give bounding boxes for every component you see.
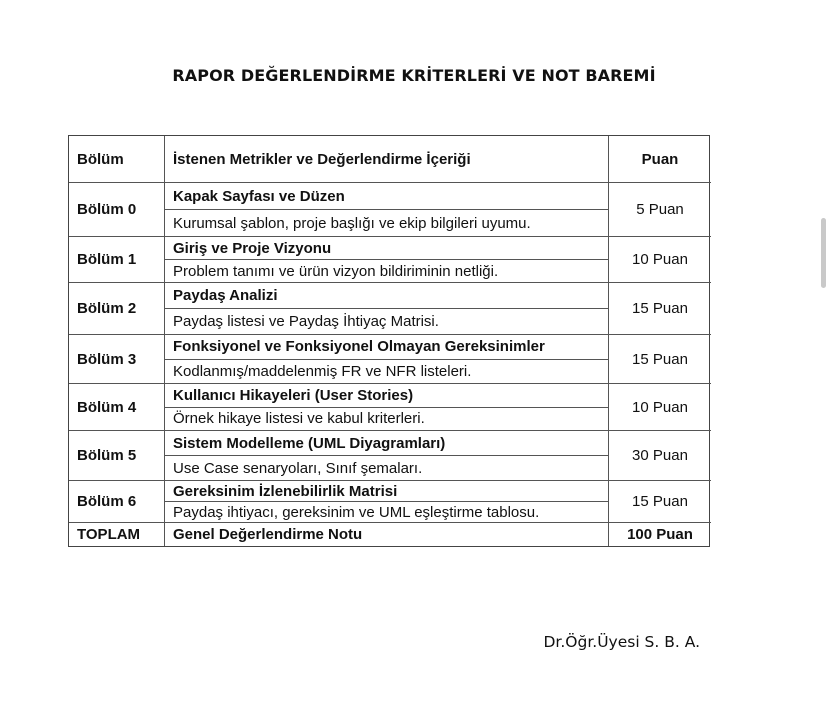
row-1-desc: Problem tanımı ve ürün vizyon bildiriminin netliği. <box>173 262 499 280</box>
row-2-points: 15 Puan <box>609 283 711 335</box>
row-3-desc: Kodlanmış/maddelenmiş FR ve NFR listeleri. <box>173 362 472 380</box>
row-5-content <box>165 431 609 481</box>
row-4-desc: Örnek hikaye listesi ve kabul kriterleri. <box>173 410 425 428</box>
row-4-section: Bölüm 4 <box>69 384 165 431</box>
row-6-title: Gereksinim İzlenebilirlik Matrisi <box>165 481 608 502</box>
row-4-title: Kullanıcı Hikayeleri (User Stories) <box>165 384 608 408</box>
row-4-points: 10 Puan <box>609 384 711 431</box>
row-3-title: Fonksiyonel ve Fonksiyonel Olmayan Gereksinimler <box>165 335 608 360</box>
row-1-points: 10 Puan <box>609 237 711 283</box>
row-3-content <box>165 335 609 384</box>
row-4-content <box>165 384 609 431</box>
row-1-content <box>165 237 609 283</box>
document-title: RAPOR DEĞERLENDİRME KRİTERLERİ VE NOT BAREMİ <box>172 66 656 85</box>
row-5-section: Bölüm 5 <box>69 431 165 481</box>
row-5-desc: Use Case senaryoları, Sınıf şemaları. <box>173 459 423 477</box>
row-6-section: Bölüm 6 <box>69 481 165 523</box>
row-3-points: 15 Puan <box>609 335 711 384</box>
row-3-section: Bölüm 3 <box>69 335 165 384</box>
row-6-content <box>165 481 609 523</box>
criteria-table <box>68 135 710 547</box>
row-6-desc: Paydaş ihtiyacı, gereksinim ve UML eşleştirme tablosu. <box>173 503 540 521</box>
row-0-points: 5 Puan <box>609 183 711 237</box>
row-5-points: 30 Puan <box>609 431 711 481</box>
vertical-scrollbar[interactable] <box>821 218 826 288</box>
row-2-desc: Paydaş listesi ve Paydaş İhtiyaç Matrisi. <box>173 313 439 330</box>
row-1-title: Giriş ve Proje Vizyonu <box>165 237 608 260</box>
total-title: Genel Değerlendirme Notu <box>165 523 609 546</box>
row-2-title: Paydaş Analizi <box>165 283 608 309</box>
row-6-points: 15 Puan <box>609 481 711 523</box>
row-2-content <box>165 283 609 335</box>
header-points: Puan <box>609 136 711 183</box>
header-section: Bölüm <box>69 136 165 183</box>
row-2-section: Bölüm 2 <box>69 283 165 335</box>
signature: Dr.Öğr.Üyesi S. B. A. <box>543 633 700 651</box>
total-section: TOPLAM <box>69 523 165 546</box>
total-points: 100 Puan <box>627 526 693 543</box>
row-0-section: Bölüm 0 <box>69 183 165 237</box>
row-5-title: Sistem Modelleme (UML Diyagramları) <box>165 431 608 456</box>
row-0-desc: Kurumsal şablon, proje başlığı ve ekip bilgileri uyumu. <box>173 214 531 232</box>
row-0-content <box>165 183 609 237</box>
row-0-title: Kapak Sayfası ve Düzen <box>165 183 608 210</box>
row-1-section: Bölüm 1 <box>69 237 165 283</box>
header-content: İstenen Metrikler ve Değerlendirme İçeriği <box>165 136 609 183</box>
